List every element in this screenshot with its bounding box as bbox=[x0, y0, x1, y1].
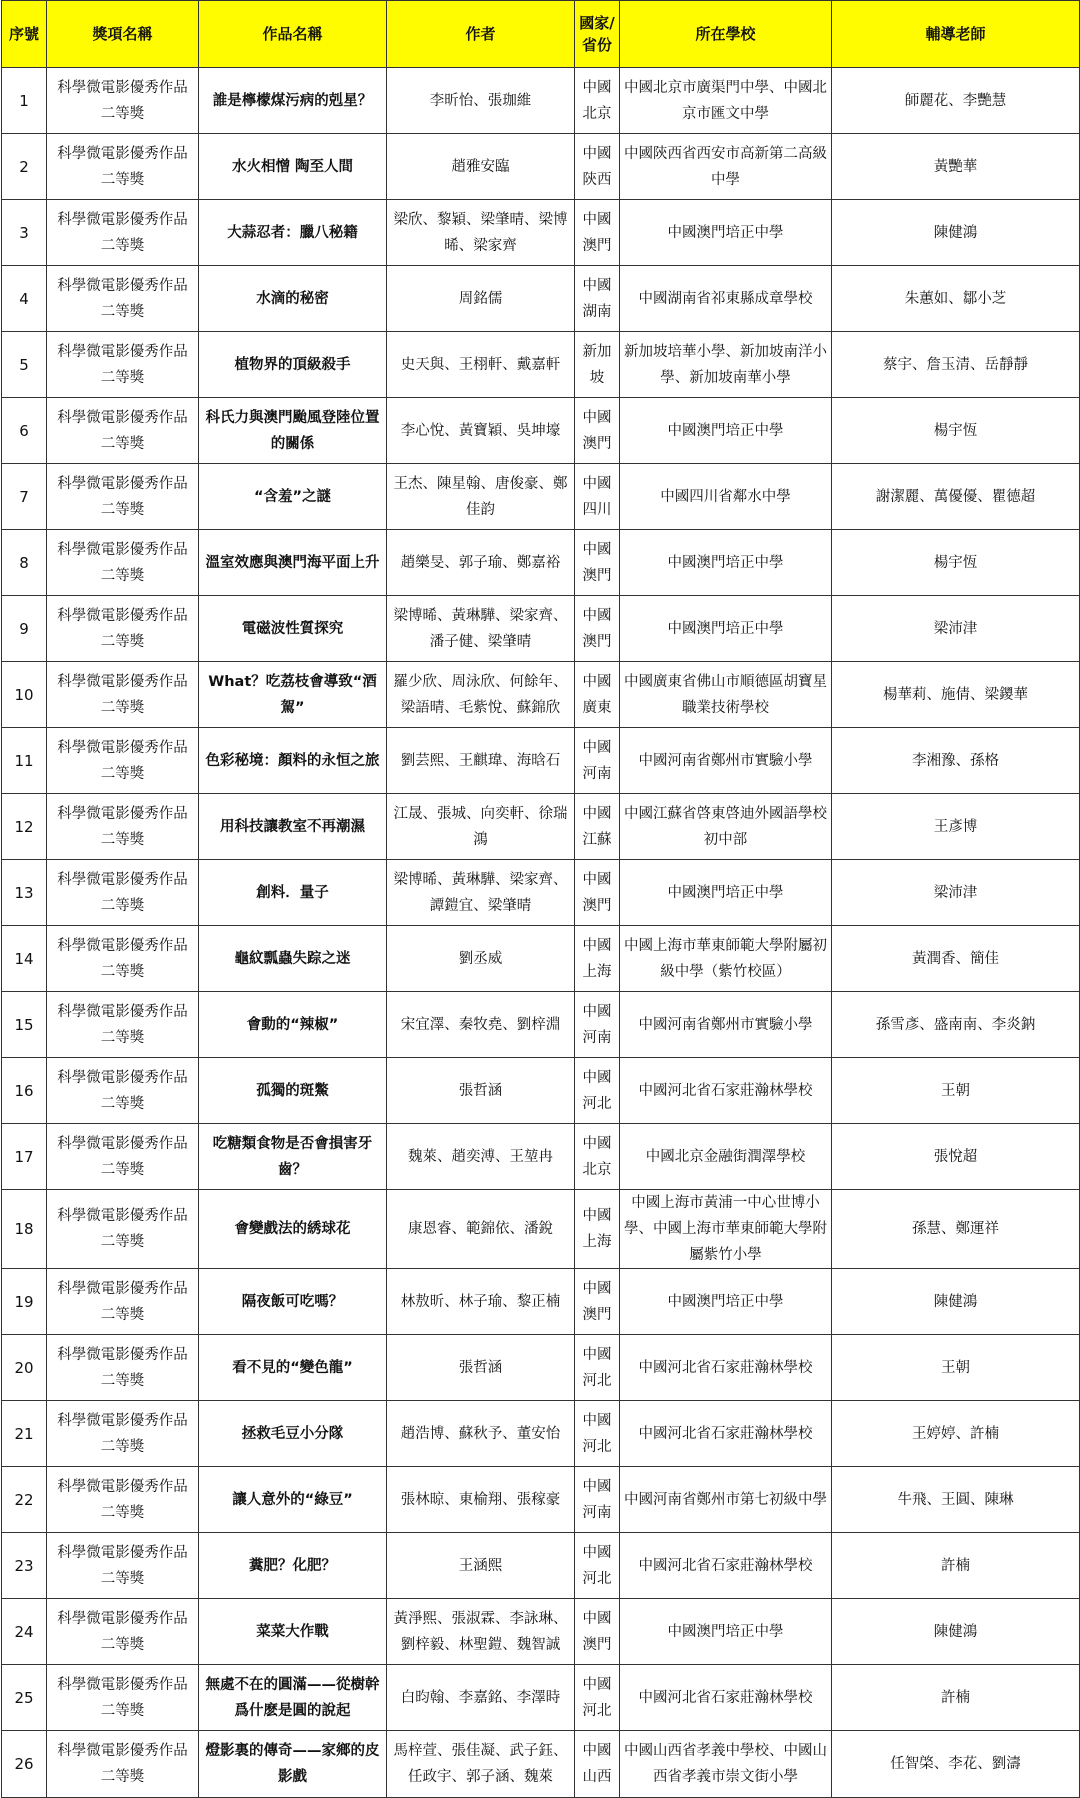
authors: 江晟、張城、向奕軒、徐瑞鴻 bbox=[387, 794, 575, 860]
region: 中國廣東 bbox=[575, 662, 620, 728]
header-authors: 作者 bbox=[387, 1, 575, 68]
row-index: 24 bbox=[2, 1599, 47, 1665]
authors: 黃淨熙、張淑霖、李詠琳、劉梓毅、林聖鎧、魏智誠 bbox=[387, 1599, 575, 1665]
table-row bbox=[2, 332, 1080, 398]
row-index: 13 bbox=[2, 860, 47, 926]
region: 中國陝西 bbox=[575, 134, 620, 200]
work-title: 水滴的秘密 bbox=[199, 266, 387, 332]
award-name: 科學微電影優秀作品二等獎 bbox=[47, 332, 199, 398]
region: 中國山西 bbox=[575, 1731, 620, 1798]
award-name: 科學微電影優秀作品二等獎 bbox=[47, 200, 199, 266]
row-index: 1 bbox=[2, 68, 47, 134]
row-index: 17 bbox=[2, 1124, 47, 1190]
row-index: 15 bbox=[2, 992, 47, 1058]
school: 中國河北省石家莊瀚林學校 bbox=[620, 1533, 832, 1599]
school: 中國河北省石家莊瀚林學校 bbox=[620, 1335, 832, 1401]
award-name: 科學微電影優秀作品二等獎 bbox=[47, 926, 199, 992]
table-row bbox=[2, 860, 1080, 926]
teacher: 黃潤香、簡佳 bbox=[832, 926, 1080, 992]
award-name: 科學微電影優秀作品二等獎 bbox=[47, 1124, 199, 1190]
work-title: 誰是檸檬煤污病的剋星？ bbox=[199, 68, 387, 134]
table-row bbox=[2, 1124, 1080, 1190]
authors: 周銘儒 bbox=[387, 266, 575, 332]
row-index: 20 bbox=[2, 1335, 47, 1401]
teacher: 牛飛、王圓、陳琳 bbox=[832, 1467, 1080, 1533]
header-award: 獎項名稱 bbox=[47, 1, 199, 68]
table-row bbox=[2, 464, 1080, 530]
row-index: 19 bbox=[2, 1269, 47, 1335]
work-title: 大蒜忍者：臘八秘籍 bbox=[199, 200, 387, 266]
award-name: 科學微電影優秀作品二等獎 bbox=[47, 68, 199, 134]
teacher: 謝潔麗、萬優優、瞿德超 bbox=[832, 464, 1080, 530]
region: 中國澳門 bbox=[575, 1269, 620, 1335]
table-row bbox=[2, 200, 1080, 266]
award-name: 科學微電影優秀作品二等獎 bbox=[47, 1731, 199, 1798]
table-row bbox=[2, 266, 1080, 332]
school: 中國江蘇省啓東啓迪外國語學校初中部 bbox=[620, 794, 832, 860]
award-name: 科學微電影優秀作品二等獎 bbox=[47, 530, 199, 596]
work-title: 溫室效應與澳門海平面上升 bbox=[199, 530, 387, 596]
teacher: 陳健鴻 bbox=[832, 1599, 1080, 1665]
row-index: 12 bbox=[2, 794, 47, 860]
award-name: 科學微電影優秀作品二等獎 bbox=[47, 266, 199, 332]
header-region: 國家/省份 bbox=[575, 1, 620, 68]
row-index: 3 bbox=[2, 200, 47, 266]
table-row bbox=[2, 1533, 1080, 1599]
teacher: 許楠 bbox=[832, 1533, 1080, 1599]
work-title: 無處不在的圓滿——從樹幹爲什麽是圓的說起 bbox=[199, 1665, 387, 1731]
row-index: 18 bbox=[2, 1190, 47, 1269]
row-index: 25 bbox=[2, 1665, 47, 1731]
work-title: 電磁波性質探究 bbox=[199, 596, 387, 662]
teacher: 蔡宇、詹玉清、岳靜靜 bbox=[832, 332, 1080, 398]
authors: 林敖昕、林子瑜、黎正楠 bbox=[387, 1269, 575, 1335]
authors: 劉丞威 bbox=[387, 926, 575, 992]
teacher: 陳健鴻 bbox=[832, 1269, 1080, 1335]
table-row bbox=[2, 1665, 1080, 1731]
row-index: 4 bbox=[2, 266, 47, 332]
teacher: 許楠 bbox=[832, 1665, 1080, 1731]
teacher: 王朝 bbox=[832, 1058, 1080, 1124]
row-index: 14 bbox=[2, 926, 47, 992]
header-teacher: 輔導老師 bbox=[832, 1, 1080, 68]
work-title: 拯救毛豆小分隊 bbox=[199, 1401, 387, 1467]
region: 中國河北 bbox=[575, 1335, 620, 1401]
award-name: 科學微電影優秀作品二等獎 bbox=[47, 728, 199, 794]
school: 中國河南省鄭州市實驗小學 bbox=[620, 992, 832, 1058]
row-index: 23 bbox=[2, 1533, 47, 1599]
teacher: 李湘豫、孫格 bbox=[832, 728, 1080, 794]
award-name: 科學微電影優秀作品二等獎 bbox=[47, 1599, 199, 1665]
work-title: 吃糖類食物是否會損害牙齒？ bbox=[199, 1124, 387, 1190]
school: 中國澳門培正中學 bbox=[620, 398, 832, 464]
teacher: 任智棨、李花、劉濤 bbox=[832, 1731, 1080, 1798]
teacher: 孫雪彥、盛南南、李炎鈉 bbox=[832, 992, 1080, 1058]
table-row bbox=[2, 398, 1080, 464]
row-index: 5 bbox=[2, 332, 47, 398]
table-row bbox=[2, 68, 1080, 134]
school: 中國上海市華東師範大學附屬初級中學（紫竹校區） bbox=[620, 926, 832, 992]
region: 新加坡 bbox=[575, 332, 620, 398]
award-name: 科學微電影優秀作品二等獎 bbox=[47, 1269, 199, 1335]
authors: 宋宜澤、秦牧堯、劉梓淵 bbox=[387, 992, 575, 1058]
region: 中國澳門 bbox=[575, 860, 620, 926]
authors: 李心悅、黃寶穎、吳坤壕 bbox=[387, 398, 575, 464]
table-row bbox=[2, 596, 1080, 662]
award-name: 科學微電影優秀作品二等獎 bbox=[47, 1467, 199, 1533]
region: 中國上海 bbox=[575, 1190, 620, 1269]
work-title: 用科技讓教室不再潮濕 bbox=[199, 794, 387, 860]
work-title: 水火相憎 陶至人間 bbox=[199, 134, 387, 200]
work-title: What？吃荔枝會導致“酒駕” bbox=[199, 662, 387, 728]
table-row bbox=[2, 794, 1080, 860]
school: 中國河南省鄭州市第七初級中學 bbox=[620, 1467, 832, 1533]
region: 中國江蘇 bbox=[575, 794, 620, 860]
authors: 魏萊、趙奕溥、王堃冉 bbox=[387, 1124, 575, 1190]
work-title: 植物界的頂級殺手 bbox=[199, 332, 387, 398]
work-title: 科氏力與澳門颱風登陸位置的關係 bbox=[199, 398, 387, 464]
region: 中國河北 bbox=[575, 1533, 620, 1599]
table-row bbox=[2, 662, 1080, 728]
award-name: 科學微電影優秀作品二等獎 bbox=[47, 794, 199, 860]
row-index: 7 bbox=[2, 464, 47, 530]
award-name: 科學微電影優秀作品二等獎 bbox=[47, 1190, 199, 1269]
row-index: 9 bbox=[2, 596, 47, 662]
authors: 李昕怡、張珈維 bbox=[387, 68, 575, 134]
table-row bbox=[2, 1599, 1080, 1665]
school: 中國河南省鄭州市實驗小學 bbox=[620, 728, 832, 794]
table-row bbox=[2, 1269, 1080, 1335]
teacher: 王彥博 bbox=[832, 794, 1080, 860]
award-name: 科學微電影優秀作品二等獎 bbox=[47, 1335, 199, 1401]
teacher: 楊宇恆 bbox=[832, 530, 1080, 596]
award-name: 科學微電影優秀作品二等獎 bbox=[47, 1665, 199, 1731]
work-title: 會動的“辣椒” bbox=[199, 992, 387, 1058]
teacher: 梁沛津 bbox=[832, 596, 1080, 662]
authors: 羅少欣、周泳欣、何餘年、梁語晴、毛紫悅、蘇錦欣 bbox=[387, 662, 575, 728]
work-title: 菜菜大作戰 bbox=[199, 1599, 387, 1665]
row-index: 6 bbox=[2, 398, 47, 464]
award-name: 科學微電影優秀作品二等獎 bbox=[47, 464, 199, 530]
region: 中國河北 bbox=[575, 1058, 620, 1124]
work-title: 色彩秘境：顏料的永恒之旅 bbox=[199, 728, 387, 794]
region: 中國北京 bbox=[575, 1124, 620, 1190]
school: 中國澳門培正中學 bbox=[620, 200, 832, 266]
header-index: 序號 bbox=[2, 1, 47, 68]
award-name: 科學微電影優秀作品二等獎 bbox=[47, 398, 199, 464]
header-title: 作品名稱 bbox=[199, 1, 387, 68]
school: 中國廣東省佛山市順德區胡寶星職業技術學校 bbox=[620, 662, 832, 728]
award-name: 科學微電影優秀作品二等獎 bbox=[47, 596, 199, 662]
work-title: 龜紋瓢蟲失踪之迷 bbox=[199, 926, 387, 992]
work-title: “含羞”之謎 bbox=[199, 464, 387, 530]
region: 中國澳門 bbox=[575, 200, 620, 266]
row-index: 8 bbox=[2, 530, 47, 596]
school: 中國陝西省西安市高新第二高級中學 bbox=[620, 134, 832, 200]
teacher: 王婷婷、許楠 bbox=[832, 1401, 1080, 1467]
region: 中國北京 bbox=[575, 68, 620, 134]
row-index: 11 bbox=[2, 728, 47, 794]
authors: 王涵熙 bbox=[387, 1533, 575, 1599]
school: 中國澳門培正中學 bbox=[620, 860, 832, 926]
authors: 劉芸熙、王麒瑋、海晗石 bbox=[387, 728, 575, 794]
teacher: 朱蕙如、鄒小芝 bbox=[832, 266, 1080, 332]
school: 中國上海市黃浦一中心世博小學、中國上海市華東師範大學附屬紫竹小學 bbox=[620, 1190, 832, 1269]
authors: 馬梓萱、張佳凝、武子鈺、任政宇、郭子涵、魏萊 bbox=[387, 1731, 575, 1798]
row-index: 2 bbox=[2, 134, 47, 200]
teacher: 楊宇恆 bbox=[832, 398, 1080, 464]
school: 中國北京金融街潤澤學校 bbox=[620, 1124, 832, 1190]
authors: 趙浩博、蘇秋予、董安怡 bbox=[387, 1401, 575, 1467]
authors: 梁欣、黎穎、梁肇晴、梁博晞、梁家齊 bbox=[387, 200, 575, 266]
award-name: 科學微電影優秀作品二等獎 bbox=[47, 662, 199, 728]
work-title: 創料．量子 bbox=[199, 860, 387, 926]
region: 中國四川 bbox=[575, 464, 620, 530]
header-school: 所在學校 bbox=[620, 1, 832, 68]
school: 中國河北省石家莊瀚林學校 bbox=[620, 1058, 832, 1124]
work-title: 隔夜飯可吃嗎？ bbox=[199, 1269, 387, 1335]
school: 中國河北省石家莊瀚林學校 bbox=[620, 1665, 832, 1731]
school: 中國山西省孝義中學校、中國山西省孝義市崇文街小學 bbox=[620, 1731, 832, 1798]
award-name: 科學微電影優秀作品二等獎 bbox=[47, 1401, 199, 1467]
region: 中國澳門 bbox=[575, 530, 620, 596]
row-index: 16 bbox=[2, 1058, 47, 1124]
region: 中國河南 bbox=[575, 728, 620, 794]
school: 中國河北省石家莊瀚林學校 bbox=[620, 1401, 832, 1467]
table-row bbox=[2, 1058, 1080, 1124]
teacher: 孫慧、鄭運祥 bbox=[832, 1190, 1080, 1269]
table-row bbox=[2, 1335, 1080, 1401]
award-name: 科學微電影優秀作品二等獎 bbox=[47, 860, 199, 926]
authors: 康恩睿、範錦依、潘銳 bbox=[387, 1190, 575, 1269]
work-title: 看不見的“變色龍” bbox=[199, 1335, 387, 1401]
work-title: 孤獨的斑鱉 bbox=[199, 1058, 387, 1124]
authors: 趙樂旻、郭子瑜、鄭嘉裕 bbox=[387, 530, 575, 596]
school: 中國澳門培正中學 bbox=[620, 596, 832, 662]
table-row bbox=[2, 1467, 1080, 1533]
region: 中國澳門 bbox=[575, 596, 620, 662]
authors: 梁博晞、黃琳驊、梁家齊、譚鎧宜、梁肇晴 bbox=[387, 860, 575, 926]
table-row bbox=[2, 992, 1080, 1058]
work-title: 讓人意外的“綠豆” bbox=[199, 1467, 387, 1533]
authors: 張林晾、東榆翔、張稼豪 bbox=[387, 1467, 575, 1533]
authors: 史天與、王栩軒、戴嘉軒 bbox=[387, 332, 575, 398]
school: 新加坡培華小學、新加坡南洋小學、新加坡南華小學 bbox=[620, 332, 832, 398]
school: 中國澳門培正中學 bbox=[620, 530, 832, 596]
school: 中國澳門培正中學 bbox=[620, 1269, 832, 1335]
school: 中國澳門培正中學 bbox=[620, 1599, 832, 1665]
region: 中國河北 bbox=[575, 1665, 620, 1731]
table-row bbox=[2, 530, 1080, 596]
school: 中國四川省鄰水中學 bbox=[620, 464, 832, 530]
region: 中國河北 bbox=[575, 1401, 620, 1467]
table-row bbox=[2, 1190, 1080, 1269]
authors: 梁博晞、黃琳驊、梁家齊、潘子健、梁肇晴 bbox=[387, 596, 575, 662]
table-row bbox=[2, 1401, 1080, 1467]
row-index: 10 bbox=[2, 662, 47, 728]
region: 中國上海 bbox=[575, 926, 620, 992]
teacher: 楊華莉、施倩、梁鑁華 bbox=[832, 662, 1080, 728]
teacher: 陳健鴻 bbox=[832, 200, 1080, 266]
region: 中國澳門 bbox=[575, 398, 620, 464]
teacher: 師麗花、李艷慧 bbox=[832, 68, 1080, 134]
teacher: 梁沛津 bbox=[832, 860, 1080, 926]
table-row bbox=[2, 1731, 1080, 1798]
row-index: 26 bbox=[2, 1731, 47, 1798]
teacher: 張悅超 bbox=[832, 1124, 1080, 1190]
teacher: 王朝 bbox=[832, 1335, 1080, 1401]
table-row bbox=[2, 926, 1080, 992]
work-title: 會變戲法的綉球花 bbox=[199, 1190, 387, 1269]
region: 中國澳門 bbox=[575, 1599, 620, 1665]
authors: 王杰、陳星翰、唐俊豪、鄭佳韵 bbox=[387, 464, 575, 530]
award-name: 科學微電影優秀作品二等獎 bbox=[47, 1058, 199, 1124]
teacher: 黃艷華 bbox=[832, 134, 1080, 200]
award-name: 科學微電影優秀作品二等獎 bbox=[47, 134, 199, 200]
awards-table bbox=[1, 0, 1080, 1798]
authors: 白昀翰、李嘉銘、李澤時 bbox=[387, 1665, 575, 1731]
authors: 張哲涵 bbox=[387, 1335, 575, 1401]
authors: 趙雅安臨 bbox=[387, 134, 575, 200]
work-title: 燈影裏的傳奇——家鄉的皮影戲 bbox=[199, 1731, 387, 1798]
region: 中國湖南 bbox=[575, 266, 620, 332]
region: 中國河南 bbox=[575, 1467, 620, 1533]
work-title: 糞肥？化肥？ bbox=[199, 1533, 387, 1599]
table-row bbox=[2, 728, 1080, 794]
region: 中國河南 bbox=[575, 992, 620, 1058]
school: 中國北京市廣渠門中學、中國北京市匯文中學 bbox=[620, 68, 832, 134]
row-index: 22 bbox=[2, 1467, 47, 1533]
school: 中國湖南省祁東縣成章學校 bbox=[620, 266, 832, 332]
header-row bbox=[2, 1, 1080, 68]
authors: 張哲涵 bbox=[387, 1058, 575, 1124]
award-name: 科學微電影優秀作品二等獎 bbox=[47, 1533, 199, 1599]
table-row bbox=[2, 134, 1080, 200]
row-index: 21 bbox=[2, 1401, 47, 1467]
award-name: 科學微電影優秀作品二等獎 bbox=[47, 992, 199, 1058]
